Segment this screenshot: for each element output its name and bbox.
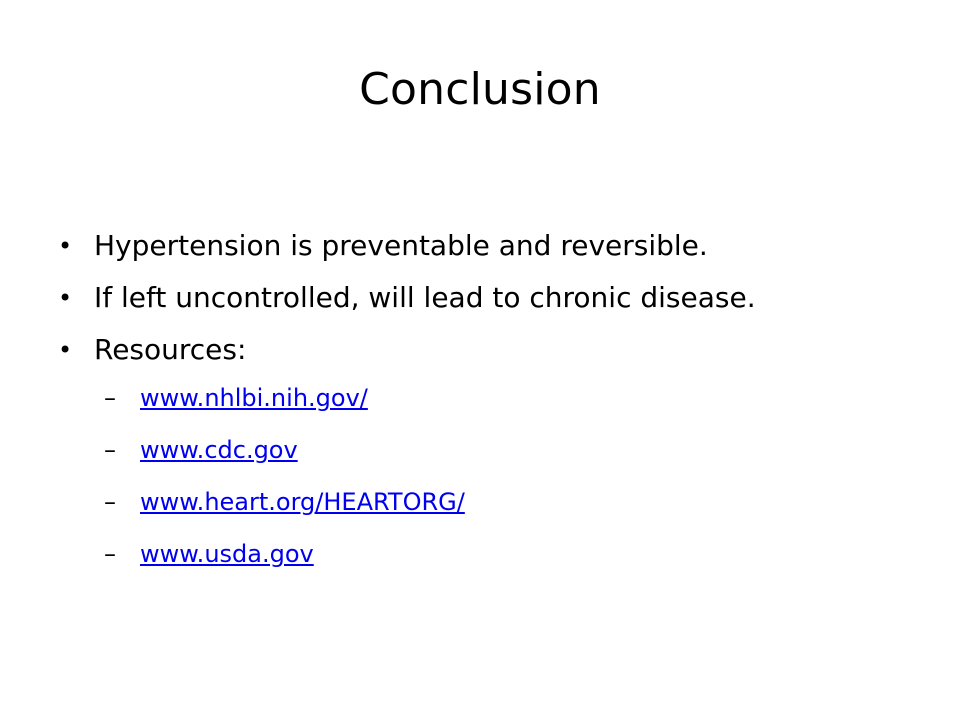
- slide-title: Conclusion: [359, 64, 601, 115]
- bullet-symbol: •: [58, 336, 73, 364]
- bullet-uncontrolled: [58, 278, 794, 318]
- resource-item-nhlbi: [104, 382, 918, 414]
- bullet-hypertension: [58, 226, 918, 266]
- resource-item-usda: [104, 538, 918, 570]
- resource-item-heart: [104, 486, 918, 518]
- bullet-text: If left uncontrolled, will lead to chronic disease.: [94, 281, 756, 314]
- bullet-symbol: •: [58, 284, 73, 312]
- resource-link-nhlbi[interactable]: www.nhlbi.nih.gov/: [140, 384, 368, 412]
- bullet-resources: [58, 330, 918, 370]
- bullet-text: Resources:: [94, 333, 247, 366]
- bullet-text: Hypertension is preventable and reversible.: [94, 229, 708, 262]
- sub-bullet-dash: –: [104, 540, 116, 568]
- resource-link-usda[interactable]: www.usda.gov: [140, 540, 314, 568]
- slide-body: [58, 226, 918, 590]
- resource-link-heart[interactable]: www.heart.org/HEARTORG/: [140, 488, 465, 516]
- sub-bullet-dash: –: [104, 436, 116, 464]
- sub-bullet-dash: –: [104, 488, 116, 516]
- bullet-symbol: •: [58, 232, 73, 260]
- resource-link-cdc[interactable]: www.cdc.gov: [140, 436, 298, 464]
- resource-item-cdc: [104, 434, 918, 466]
- resource-list: [58, 382, 918, 570]
- sub-bullet-dash: –: [104, 384, 116, 412]
